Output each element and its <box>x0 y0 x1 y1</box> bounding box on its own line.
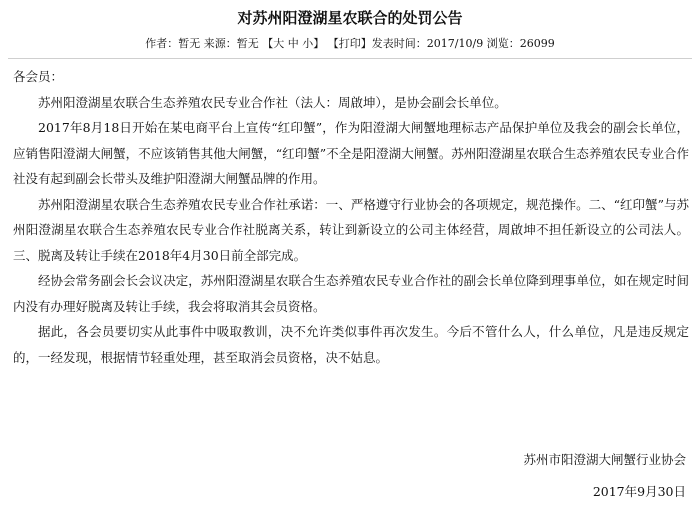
paragraph-warning: 据此，各会员要切实从此事件中吸取教训，决不允许类似事件再次发生。今后不管什么人，什么单位，凡是违反规定的，一经发现，根据情节轻重处理，甚至取消会员资格，决不姑息。 <box>13 324 689 365</box>
article-body <box>13 64 689 370</box>
author-label: 作者：暂无 <box>145 37 201 50</box>
view-count: 浏览：26099 <box>486 37 555 50</box>
source-label: 来源：暂无 <box>203 37 259 50</box>
signature-organization: 苏州市阳澄湖大闸蟹行业协会 <box>523 452 686 467</box>
font-size-bracket-open: 【 <box>262 37 274 50</box>
paragraph-membership: 苏州阳澄湖星农联合生态养殖农民专业合作社（法人：周啟坤），是协会副会长单位。 <box>38 94 507 110</box>
meta-divider <box>8 58 692 59</box>
publish-time: 发表时间：2017/10/9 <box>371 37 484 50</box>
article-title: 对苏州阳澄湖星农联合的处罚公告 <box>237 9 463 27</box>
paragraph-violation: 2017年8月18日开始在某电商平台上宣传“红印蟹”，作为阳澄湖大闸蟹地理标志产品保护单位及我会的副会长单位，应销售阳澄湖大闸蟹，不应该销售其他大闸蟹，“红印蟹”不全是阳澄湖大闸蟹。苏州阳澄湖星农联合生态养殖农民专业合作社没有起到副会长带头及维护阳澄湖大闸蟹品牌的作用。 <box>13 120 689 186</box>
font-large-link[interactable]: 大 <box>273 37 285 50</box>
font-size-bracket-close: 】 <box>313 37 325 50</box>
paragraph-decision: 经协会常务副会长会议决定，苏州阳澄湖星农联合生态养殖农民专业合作社的副会长单位降到理事单位，如在规定时间内没有办理好脱离及转让手续，我会将取消其会员资格。 <box>13 273 689 314</box>
font-medium-link[interactable]: 中 <box>287 37 299 50</box>
paragraph-commitment: 苏州阳澄湖星农联合生态养殖农民专业合作社承诺：一、严格遵守行业协会的各项规定，规范操作。二、“红印蟹”与苏州阳澄湖星农联合生态养殖农民专业合作社脱离关系，转让到新设立的公司主体经营，周啟坤不担任新设立的公司法人。三、脱离及转让手续在2018年4月30日前全部完成。 <box>13 196 689 263</box>
article-meta <box>0 36 700 52</box>
print-link[interactable]: 【打印】 <box>327 37 372 50</box>
font-small-link[interactable]: 小 <box>302 37 314 50</box>
greeting: 各会员： <box>13 69 64 84</box>
signature-date: 2017年9月30日 <box>592 484 686 499</box>
